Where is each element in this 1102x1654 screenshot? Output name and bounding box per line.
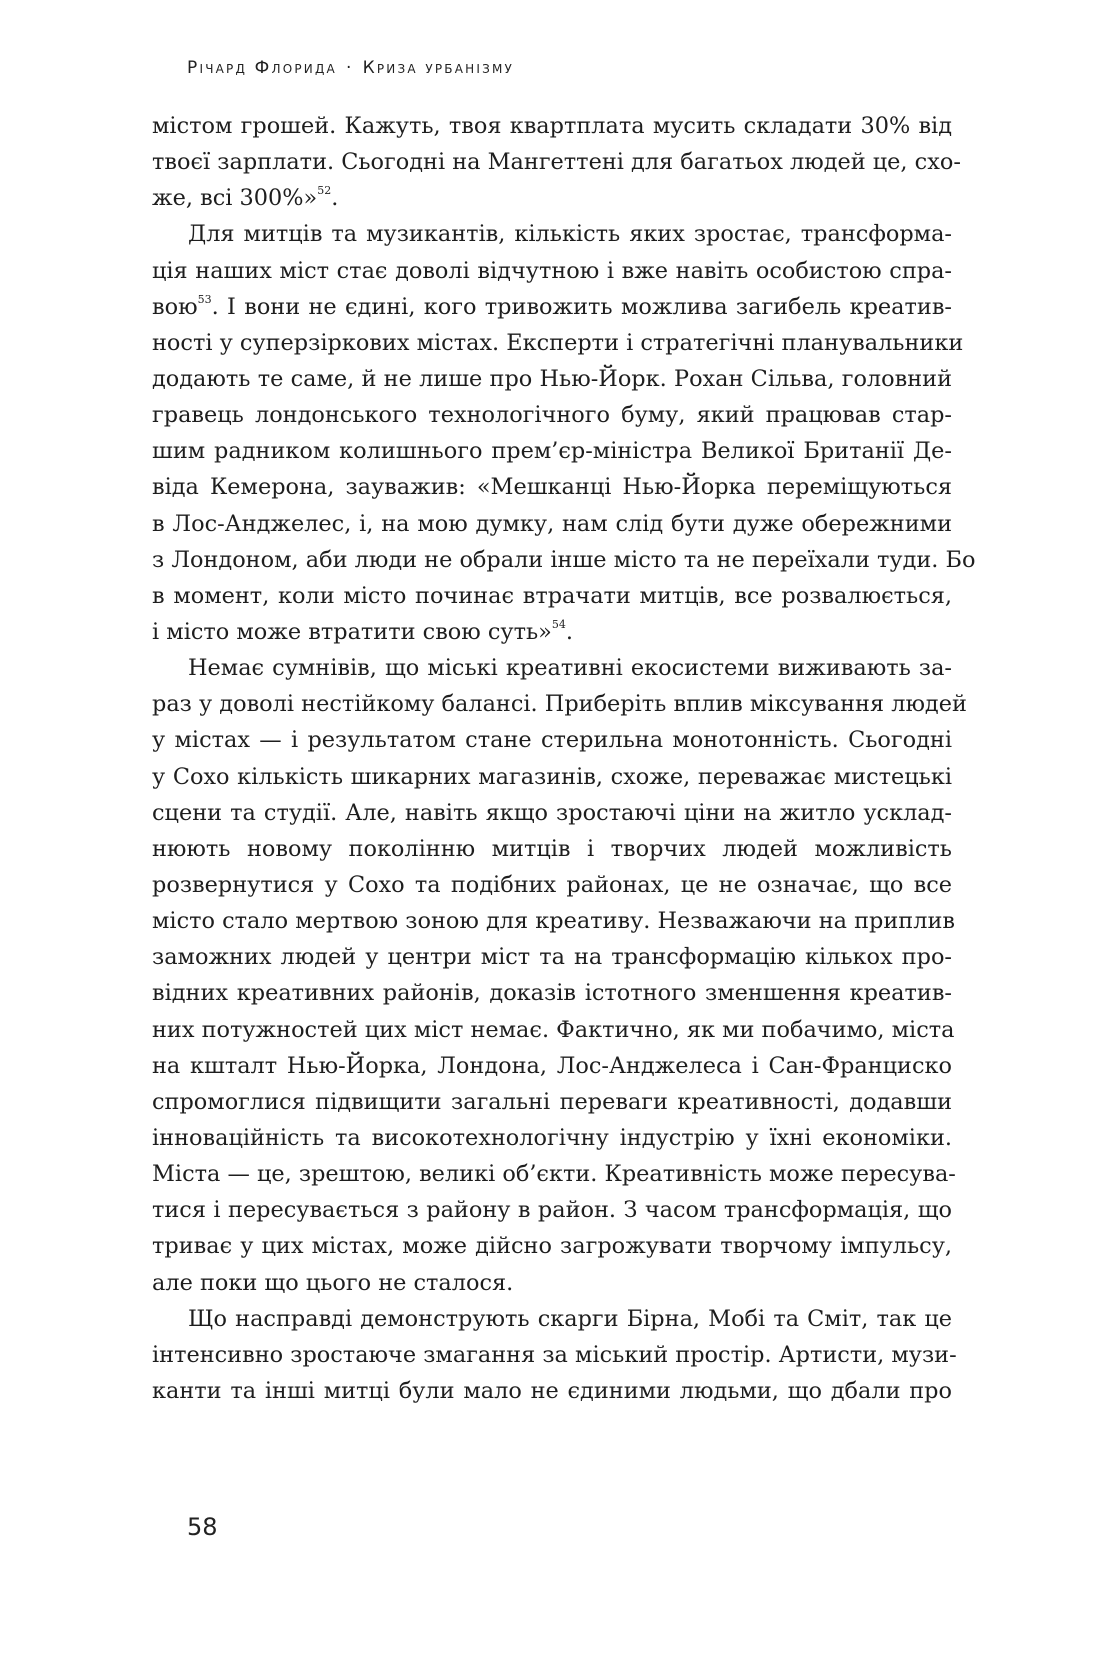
line-text: Міста — це, зрештою, великі об’єкти. Креативність може пересува- <box>152 1161 956 1188</box>
line-text: відних креативних районів, доказів істотного зменшення креатив- <box>152 980 952 1007</box>
text-line <box>152 975 952 1011</box>
line-text: у містах — і результатом стане стерильна монотонність. Сьогодні <box>152 727 952 754</box>
text-line <box>152 1265 952 1301</box>
text-line <box>152 180 952 216</box>
line-text: раз у доволі нестійкому балансі. Приберіть вплив міксування людей <box>152 691 967 718</box>
text-line <box>152 1120 952 1156</box>
footnote-ref[interactable]: 54 <box>551 617 566 631</box>
body-text <box>152 108 976 1409</box>
line-text-after: . <box>565 618 574 645</box>
line-text: додають те саме, й не лише про Нью-Йорк. Рохан Сільва, головний <box>152 365 952 392</box>
line-text: гравець лондонського технологічного буму, який працював стар- <box>152 402 952 429</box>
paragraph <box>152 650 967 1301</box>
line-text: інноваційність та високотехнологічну індустрію у їхні економіки. <box>152 1124 952 1151</box>
text-line <box>152 433 952 469</box>
line-text-after: . І вони не єдині, кого тривожить можлива загибель креатив- <box>211 293 952 320</box>
line-text: вою <box>152 293 198 320</box>
text-line <box>152 397 952 433</box>
paragraph <box>152 1301 957 1409</box>
text-line <box>152 216 952 252</box>
line-text: сцени та студії. Але, навіть якщо зростаючі ціни на житло усклад- <box>152 799 952 826</box>
text-line <box>152 253 952 289</box>
text-line <box>152 614 952 650</box>
text-line <box>152 469 952 505</box>
line-text: триває у цих містах, може дійсно загрожувати творчому імпульсу, <box>152 1233 952 1260</box>
running-head-separator: · <box>345 58 354 78</box>
text-line <box>152 1156 956 1192</box>
line-text: містом грошей. Кажуть, твоя квартплата мусить складати 30% від <box>152 113 952 139</box>
text-line <box>152 686 967 722</box>
text-line <box>152 1084 952 1120</box>
text-line <box>152 795 952 831</box>
text-line <box>152 867 952 903</box>
running-head <box>187 58 514 78</box>
text-line <box>152 361 952 397</box>
line-text: Немає сумнівів, що міські креативні екосистеми виживають за- <box>188 655 952 682</box>
line-text: розвернутися у Сохо та подібних районах, це не означає, що все <box>152 871 952 898</box>
line-text: ція наших міст стає доволі відчутною і вже навіть особистою спра- <box>152 257 952 284</box>
line-text: місто стало мертвою зоною для креативу. Незважаючи на приплив <box>152 908 955 935</box>
text-line <box>152 144 961 180</box>
line-text: і місто може втратити свою суть» <box>152 618 552 645</box>
line-text: же, всі 300%» <box>152 185 318 212</box>
line-text: в Лос-Анджелес, і, на мою думку, нам слід бути дуже обережними <box>152 510 952 537</box>
page-number: 58 <box>187 1513 218 1541</box>
text-line <box>152 903 955 939</box>
line-text: у Сохо кількість шикарних магазинів, схоже, переважає мистецькі <box>152 763 952 790</box>
text-line <box>152 542 976 578</box>
line-text: шим радником колишнього прем’єр-міністра Великої Британії Де- <box>152 438 952 465</box>
text-line <box>152 831 952 867</box>
line-text: твоєї зарплати. Сьогодні на Мангеттені для багатьох людей це, схо- <box>152 149 961 176</box>
line-text: канти та інші митці були мало не єдиними людьми, що дбали про <box>152 1377 952 1404</box>
line-text: нюють новому поколінню митців і творчих людей можливість <box>152 835 952 862</box>
text-line <box>152 1012 955 1048</box>
line-text: з Лондоном, аби люди не обрали інше місто та не переїхали туди. Бо <box>152 546 976 573</box>
text-line <box>152 722 952 758</box>
running-head-book-title: Криза урбанізму <box>362 58 515 78</box>
footnote-ref[interactable]: 52 <box>317 184 332 198</box>
text-line <box>152 939 952 975</box>
line-text: тися і пересувається з району в район. З часом трансформація, що <box>152 1197 952 1224</box>
line-text: Що насправді демонструють скарги Бірна, Мобі та Сміт, так це <box>188 1305 952 1332</box>
line-text: але поки що цього не сталося. <box>152 1269 514 1296</box>
line-text: заможних людей у центри міст та на трансформацію кількох про- <box>152 944 952 971</box>
line-text: віда Кемерона, зауважив: «Мешканці Нью-Йорка переміщуються <box>152 474 952 501</box>
text-line <box>152 1301 952 1337</box>
line-text-after: . <box>331 185 339 212</box>
text-line <box>152 650 952 686</box>
paragraph <box>152 108 961 216</box>
line-text: в момент, коли місто починає втрачати митців, все розвалюється, <box>152 582 952 609</box>
text-line <box>152 759 952 795</box>
line-text: Для митців та музикантів, кількість яких зростає, трансформа- <box>188 221 952 248</box>
text-line <box>152 289 952 325</box>
footnote-ref[interactable]: 53 <box>197 292 212 306</box>
text-line <box>152 325 964 361</box>
text-line <box>152 506 952 542</box>
line-text: ності у суперзіркових містах. Експерти і стратегічні планувальники <box>152 329 964 356</box>
text-line <box>152 1373 952 1409</box>
line-text: спромоглися підвищити загальні переваги креативності, додавши <box>152 1088 952 1115</box>
paragraph <box>152 216 976 650</box>
text-line <box>152 578 952 614</box>
text-line <box>152 1228 952 1264</box>
text-line <box>152 1337 957 1373</box>
text-line <box>152 108 952 144</box>
line-text: інтенсивно зростаюче змагання за міський простір. Артисти, музи- <box>152 1341 957 1368</box>
line-text: них потужностей цих міст немає. Фактично, як ми побачимо, міста <box>152 1016 955 1043</box>
text-line <box>152 1192 952 1228</box>
line-text: на кшталт Нью-Йорка, Лондона, Лос-Анджелеса і Сан-Франциско <box>152 1052 952 1079</box>
running-head-author: Річард Флорида <box>187 58 337 78</box>
text-line <box>152 1048 952 1084</box>
